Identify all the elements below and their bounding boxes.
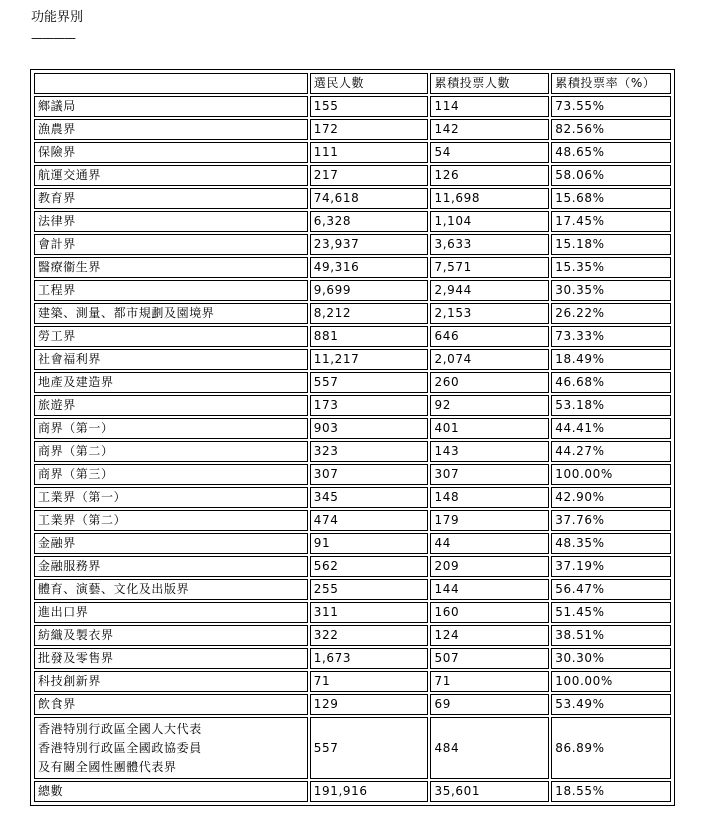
row-turnout: 126 <box>430 165 549 186</box>
row-rate: 56.47% <box>551 579 671 600</box>
row-name: 飲食界 <box>34 694 308 715</box>
row-name: 金融服務界 <box>34 556 308 577</box>
row-voters: 255 <box>310 579 429 600</box>
row-voters: 345 <box>310 487 429 508</box>
row-voters: 311 <box>310 602 429 623</box>
table-row <box>34 579 671 600</box>
table-row <box>34 418 671 439</box>
row-rate: 38.51% <box>551 625 671 646</box>
table-row <box>34 280 671 301</box>
row-voters: 323 <box>310 441 429 462</box>
table-row <box>34 257 671 278</box>
row-rate: 100.00% <box>551 671 671 692</box>
table-row <box>34 372 671 393</box>
row-rate: 44.27% <box>551 441 671 462</box>
table-row <box>34 556 671 577</box>
row-turnout: 646 <box>430 326 549 347</box>
row-voters: 881 <box>310 326 429 347</box>
row-voters: 1,673 <box>310 648 429 669</box>
row-rate: 37.76% <box>551 510 671 531</box>
row-name: 保險界 <box>34 142 308 163</box>
row-voters: 8,212 <box>310 303 429 324</box>
table-row <box>34 464 671 485</box>
table-row <box>34 694 671 715</box>
row-name: 航運交通界 <box>34 165 308 186</box>
row-name <box>34 717 308 779</box>
page-title: 功能界別 <box>31 10 84 25</box>
row-turnout: 114 <box>430 96 549 117</box>
row-turnout: 124 <box>430 625 549 646</box>
table-row <box>34 188 671 209</box>
row-rate: 46.68% <box>551 372 671 393</box>
turnout-table <box>32 71 673 804</box>
row-voters: 71 <box>310 671 429 692</box>
row-name: 勞工界 <box>34 326 308 347</box>
row-name: 漁農界 <box>34 119 308 140</box>
table-row <box>34 96 671 117</box>
row-name: 工業界（第二） <box>34 510 308 531</box>
row-voters: 557 <box>310 372 429 393</box>
header-turnout: 累積投票人數 <box>430 73 549 94</box>
row-rate: 73.55% <box>551 96 671 117</box>
table-row <box>34 510 671 531</box>
table-row <box>34 671 671 692</box>
row-voters: 111 <box>310 142 429 163</box>
row-turnout: 260 <box>430 372 549 393</box>
functional-constituency-table <box>30 69 675 806</box>
row-rate: 15.68% <box>551 188 671 209</box>
table-row <box>34 142 671 163</box>
row-turnout: 507 <box>430 648 549 669</box>
row-name-line: 香港特別行政區全國人大代表 <box>38 721 202 736</box>
table-row <box>34 349 671 370</box>
row-turnout: 142 <box>430 119 549 140</box>
row-rate: 51.45% <box>551 602 671 623</box>
row-voters: 217 <box>310 165 429 186</box>
table-row <box>34 533 671 554</box>
table-row <box>34 165 671 186</box>
row-turnout: 92 <box>430 395 549 416</box>
table-row <box>34 441 671 462</box>
row-turnout: 69 <box>430 694 549 715</box>
title-underline: ———— <box>31 31 75 45</box>
row-name: 醫療衞生界 <box>34 257 308 278</box>
row-voters: 9,699 <box>310 280 429 301</box>
row-name: 商界（第三） <box>34 464 308 485</box>
row-turnout: 148 <box>430 487 549 508</box>
row-voters: 557 <box>310 717 429 779</box>
row-turnout: 54 <box>430 142 549 163</box>
row-turnout: 307 <box>430 464 549 485</box>
row-rate: 100.00% <box>551 464 671 485</box>
row-voters: 49,316 <box>310 257 429 278</box>
table-row <box>34 487 671 508</box>
total-turnout: 35,601 <box>430 781 549 802</box>
row-rate: 53.18% <box>551 395 671 416</box>
header-constituency <box>34 73 308 94</box>
table-row-total <box>34 781 671 802</box>
row-turnout: 2,074 <box>430 349 549 370</box>
row-voters: 11,217 <box>310 349 429 370</box>
row-turnout: 160 <box>430 602 549 623</box>
table-row <box>34 648 671 669</box>
row-name: 法律界 <box>34 211 308 232</box>
row-voters: 129 <box>310 694 429 715</box>
row-name: 商界（第一） <box>34 418 308 439</box>
row-turnout: 11,698 <box>430 188 549 209</box>
row-turnout: 179 <box>430 510 549 531</box>
row-rate: 30.30% <box>551 648 671 669</box>
row-name: 建築、測量、都市規劃及園境界 <box>34 303 308 324</box>
row-name-line: 及有關全國性團體代表界 <box>38 759 177 774</box>
row-name: 科技創新界 <box>34 671 308 692</box>
row-rate: 73.33% <box>551 326 671 347</box>
header-row <box>34 73 671 94</box>
row-turnout: 7,571 <box>430 257 549 278</box>
row-voters: 91 <box>310 533 429 554</box>
row-voters: 903 <box>310 418 429 439</box>
row-rate: 26.22% <box>551 303 671 324</box>
table-row <box>34 119 671 140</box>
row-turnout: 2,153 <box>430 303 549 324</box>
row-voters: 322 <box>310 625 429 646</box>
total-rate: 18.55% <box>551 781 671 802</box>
header-rate: 累積投票率（%） <box>551 73 671 94</box>
row-turnout: 3,633 <box>430 234 549 255</box>
table-row <box>34 625 671 646</box>
row-turnout: 143 <box>430 441 549 462</box>
row-rate: 86.89% <box>551 717 671 779</box>
table-row <box>34 602 671 623</box>
row-voters: 74,618 <box>310 188 429 209</box>
row-voters: 23,937 <box>310 234 429 255</box>
row-name: 地產及建造界 <box>34 372 308 393</box>
table-row <box>34 211 671 232</box>
row-turnout: 484 <box>430 717 549 779</box>
row-name: 進出口界 <box>34 602 308 623</box>
row-rate: 82.56% <box>551 119 671 140</box>
total-voters: 191,916 <box>310 781 429 802</box>
row-name: 鄉議局 <box>34 96 308 117</box>
row-name: 旅遊界 <box>34 395 308 416</box>
row-turnout: 71 <box>430 671 549 692</box>
row-voters: 173 <box>310 395 429 416</box>
row-turnout: 44 <box>430 533 549 554</box>
row-rate: 48.35% <box>551 533 671 554</box>
row-rate: 18.49% <box>551 349 671 370</box>
row-voters: 562 <box>310 556 429 577</box>
row-turnout: 401 <box>430 418 549 439</box>
row-rate: 15.35% <box>551 257 671 278</box>
header-voters: 選民人數 <box>310 73 429 94</box>
row-name: 紡織及製衣界 <box>34 625 308 646</box>
row-voters: 172 <box>310 119 429 140</box>
table-row <box>34 303 671 324</box>
row-name: 會計界 <box>34 234 308 255</box>
row-name: 工業界（第一） <box>34 487 308 508</box>
row-rate: 58.06% <box>551 165 671 186</box>
row-rate: 44.41% <box>551 418 671 439</box>
table-row-npc-cppcc <box>34 717 671 779</box>
row-rate: 30.35% <box>551 280 671 301</box>
row-name: 體育、演藝、文化及出版界 <box>34 579 308 600</box>
row-voters: 6,328 <box>310 211 429 232</box>
row-voters: 474 <box>310 510 429 531</box>
row-rate: 42.90% <box>551 487 671 508</box>
row-name: 工程界 <box>34 280 308 301</box>
total-label: 總數 <box>34 781 308 802</box>
table-row <box>34 234 671 255</box>
row-name: 商界（第二） <box>34 441 308 462</box>
table-row <box>34 395 671 416</box>
table-row <box>34 326 671 347</box>
row-rate: 15.18% <box>551 234 671 255</box>
row-turnout: 2,944 <box>430 280 549 301</box>
row-voters: 155 <box>310 96 429 117</box>
row-rate: 48.65% <box>551 142 671 163</box>
row-turnout: 209 <box>430 556 549 577</box>
row-name-line: 香港特別行政區全國政協委員 <box>38 740 202 755</box>
row-turnout: 144 <box>430 579 549 600</box>
row-rate: 53.49% <box>551 694 671 715</box>
row-name: 教育界 <box>34 188 308 209</box>
row-name: 批發及零售界 <box>34 648 308 669</box>
row-turnout: 1,104 <box>430 211 549 232</box>
table-body <box>34 96 671 715</box>
row-voters: 307 <box>310 464 429 485</box>
row-name: 金融界 <box>34 533 308 554</box>
row-rate: 37.19% <box>551 556 671 577</box>
row-name: 社會福利界 <box>34 349 308 370</box>
row-rate: 17.45% <box>551 211 671 232</box>
